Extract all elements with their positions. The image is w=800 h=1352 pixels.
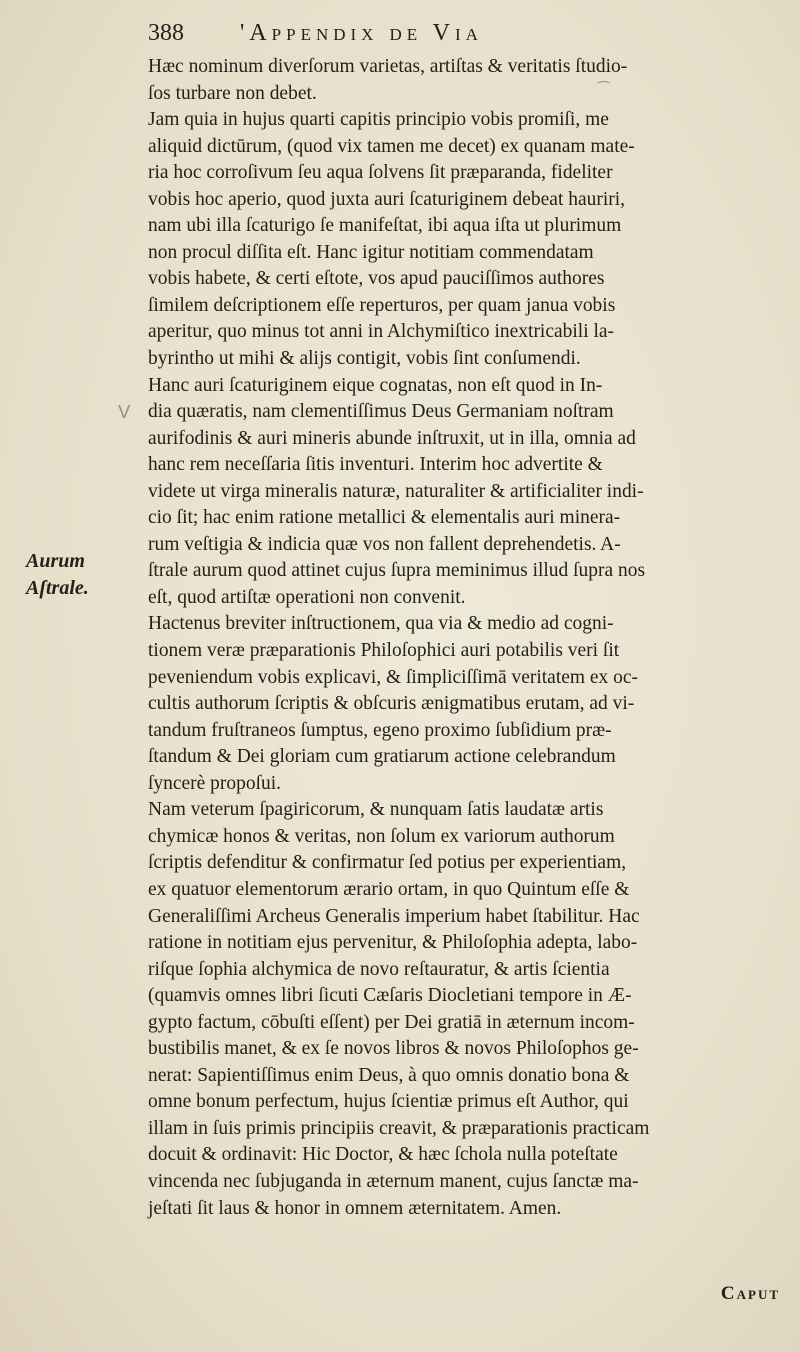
body-text: [148, 54, 792, 1222]
text-line: chymicæ honos & veritas, non ſolum ex variorum authorum: [148, 825, 615, 847]
text-line: videte ut virga mineralis naturæ, naturaliter & artificialiter indi-: [148, 480, 644, 502]
text-line: hanc rem neceſſaria ſitis inventuri. Interim hoc advertite &: [148, 454, 603, 476]
text-line: tionem veræ præparationis Philoſophici auri potabilis veri ſit: [148, 640, 620, 662]
text-line: eſt, quod artiſtæ operationi non convenit.: [148, 586, 466, 608]
text-line: aperitur, quo minus tot anni in Alchymiſtico inextricabili la-: [148, 321, 615, 343]
text-line: vobis habete, & certi eſtote, vos apud pauciſſimos authores: [148, 268, 605, 290]
text-line: Hæc nominum diverſorum varietas, artiſtas & veritatis ſtudio-: [148, 56, 628, 77]
text-line: aurifodinis & auri mineris abunde inſtruxit, ut in illa, omnia ad: [148, 427, 636, 449]
text-line: illam in ſuis primis principiis creavit, & præparationis practicam: [148, 1117, 650, 1139]
text-line: cio ſit; hac enim ratione metallici & elementalis auri minera-: [148, 507, 621, 529]
text-line: ria hoc corroſivum ſeu aqua ſolvens ſit præparanda, fideliter: [148, 162, 613, 184]
text-line: nam ubi illa ſcaturigo ſe manifeſtat, ibi aqua iſta ut plurimum: [148, 215, 622, 237]
text-line: Generaliſſimi Archeus Generalis imperium habet ſtabilitur. Hac: [148, 905, 640, 927]
text-line: tandum fruſtraneos ſumptus, egeno proximo ſubſidium præ-: [148, 719, 612, 741]
text-line: ſos turbare non debet.: [148, 82, 317, 104]
text-line: ſtandum & Dei gloriam cum gratiarum actione celebrandum: [148, 746, 616, 768]
text-line: non procul diſſita eſt. Hanc igitur notitiam commendatam: [148, 241, 594, 263]
text-line: omne bonum perfectum, hujus ſcientiæ primus eſt Author, qui: [148, 1091, 629, 1113]
text-line: aliquid dictūrum, (quod vix tamen me decet) ex quanam mate-: [148, 135, 635, 157]
text-line: ſyncerè propoſui.: [148, 772, 282, 794]
text-line: ratione in notitiam ejus pervenitur, & Philoſophia adepta, labo-: [148, 932, 638, 954]
text-line: rum veſtigia & indicia quæ vos non fallent deprehendetis. A-: [148, 533, 621, 555]
ink-mark: ⁀: [598, 82, 610, 98]
text-line: riſque ſophia alchymica de novo reſtauratur, & artis ſcientia: [148, 958, 610, 980]
text-line: vobis hoc aperio, quod juxta auri ſcaturiginem debeat hauriri,: [148, 188, 626, 210]
text-line: Hanc auri ſcaturiginem eique cognatas, non eſt quod in In-: [148, 374, 603, 396]
text-line: ſtrale aurum quod attinet cujus ſupra meminimus illud ſupra nos: [148, 560, 646, 582]
text-line: gypto factum, cōbuſti eſſent) per Dei gratiā in æternum incom-: [148, 1011, 635, 1033]
text-line: docuit & ordinavit: Hic Doctor, & hæc ſchola nulla poteſtate: [148, 1144, 618, 1166]
text-line: peveniendum vobis explicavi, & ſimpliciſſimā veritatem ex oc-: [148, 666, 639, 688]
catchword: Caput: [720, 1283, 780, 1304]
margin-note-line: Aſtrale.: [26, 577, 89, 599]
text-line: byrintho ut mihi & alijs contigit, vobis ſint conſumendi.: [148, 348, 581, 370]
text-line: nerat: Sapientiſſimus enim Deus, à quo omnis donatio bona &: [148, 1064, 630, 1086]
text-line: cultis authorum ſcriptis & obſcuris ænigmatibus erutam, ad vi-: [148, 693, 635, 715]
text-line: Hactenus breviter inſtructionem, qua via & medio ad cogni-: [148, 613, 614, 635]
text-line: Nam veterum ſpagiricorum, & nunquam ſatis laudatæ artis: [148, 799, 604, 821]
page-number: 388: [148, 20, 184, 46]
text-line: ex quatuor elementorum ærario ortam, in quo Quintum eſſe &: [148, 878, 630, 900]
ink-mark: ᐯ: [118, 402, 131, 423]
text-line: vincenda nec ſubjuganda in æternum manent, cujus ſanctæ ma-: [148, 1170, 639, 1192]
text-line: ſcriptis defenditur & confirmatur ſed potius per experientiam,: [148, 852, 627, 874]
text-line: (quamvis omnes libri ſicuti Cæſaris Diocletiani tempore in Æ-: [148, 985, 632, 1007]
text-line: dia quæratis, nam clementiſſimus Deus Germaniam noſtram: [148, 401, 614, 423]
text-line: Jam quia in hujus quarti capitis principio vobis promiſi, me: [148, 109, 609, 131]
margin-note-line: Aurum: [26, 550, 85, 572]
page-header: [148, 18, 788, 54]
text-line: ſimilem deſcriptionem eſſe reperturos, per quam janua vobis: [148, 294, 616, 316]
text-line: bustibilis manet, & ex ſe novos libros & novos Philoſophos ge-: [148, 1038, 639, 1060]
margin-note: [26, 548, 141, 602]
running-title: 'Appendix de Via: [240, 20, 483, 46]
text-line: jeſtati ſit laus & honor in omnem æternitatem. Amen.: [148, 1197, 562, 1219]
